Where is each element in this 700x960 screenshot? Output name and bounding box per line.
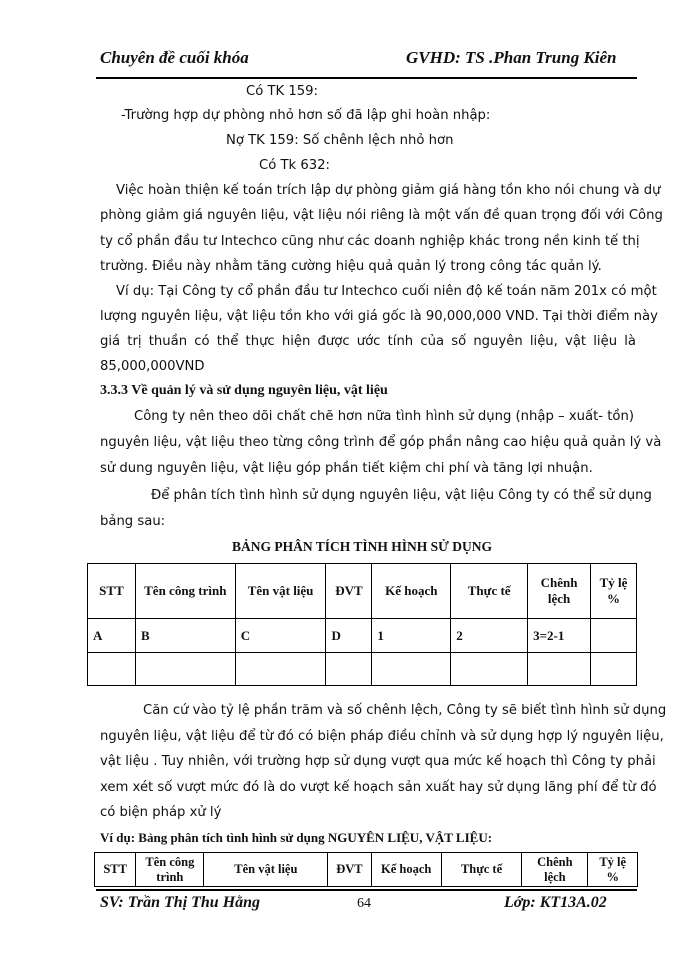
para2-line-1: Ví dụ: Tại Công ty cổ phần đầu tư Intechco cuối niên độ kế toán năm 201x có một xyxy=(116,284,657,299)
table2-header-material: Tên vật liệu xyxy=(204,853,328,887)
credit-line-159: Có TK 159: xyxy=(246,84,318,99)
reversal-case-line: -Trường hợp dự phòng nhỏ hơn số đã lập ghi hoàn nhập: xyxy=(121,108,491,123)
table1-header-row xyxy=(88,564,637,619)
table1-cell: 2 xyxy=(451,619,528,653)
table1-empty-cell xyxy=(528,653,591,686)
table1-cell: B xyxy=(135,619,235,653)
para3-line-3: sử dung nguyên liệu, vật liệu góp phần tiết kiệm chi phí và tăng lợi nhuận. xyxy=(100,461,593,476)
table1-empty-cell xyxy=(235,653,326,686)
table2-header-row xyxy=(95,853,638,887)
para1-line-3: ty cổ phần đầu tư Intechco cũng như các doanh nghiệp khác trong nền kinh tế thị xyxy=(100,234,640,249)
table1-empty-cell xyxy=(591,653,637,686)
table-row xyxy=(88,619,637,653)
table2-header-stt: STT xyxy=(95,853,136,887)
example-title: Ví dụ: Bảng phân tích tình hình sử dụng NGUYÊN LIỆU, VẬT LIỆU: xyxy=(100,830,493,845)
para3-line-2: nguyên liệu, vật liệu theo từng công trình để góp phần nâng cao hiệu quả quản lý và xyxy=(100,435,662,450)
para5-line-2: nguyên liệu, vật liệu để từ đó có biện pháp điều chỉnh và sử dụng hợp lý nguyên liệu, xyxy=(100,729,664,744)
para4-line-2: bảng sau: xyxy=(100,514,166,529)
table1-empty-cell xyxy=(326,653,372,686)
table1-cell: 1 xyxy=(372,619,451,653)
table1-header-ratio: Tỷ lệ % xyxy=(591,564,637,619)
para2-line-3: giá trị thuần có thể thực hiện được ước tính của số nguyên liệu, vật liệu là xyxy=(100,334,636,349)
para5-line-1: Căn cứ vào tỷ lệ phần trăm và số chênh lệch, Công ty sẽ biết tình hình sử dụng xyxy=(143,703,667,718)
table1-empty-cell xyxy=(135,653,235,686)
para1-line-1: Việc hoàn thiện kế toán trích lập dự phòng giảm giá hàng tồn kho nói chung và dự xyxy=(116,183,661,198)
debit-line-159: Nợ TK 159: Số chênh lệch nhỏ hơn xyxy=(226,133,454,148)
table1-empty-cell xyxy=(372,653,451,686)
para5-line-3: vật liệu . Tuy nhiên, với trường hợp sử dụng vượt qua mức kế hoạch thì Công ty phải xyxy=(100,754,656,769)
table1-cell: 3=2-1 xyxy=(528,619,591,653)
para3-line-1: Công ty nên theo dõi chất chẽ hơn nữa tình hình sử dụng (nhập – xuất- tồn) xyxy=(134,409,634,424)
table1-header-stt: STT xyxy=(88,564,136,619)
table2-header-difference: Chênh lệch xyxy=(522,853,588,887)
para4-line-1: Để phân tích tình hình sử dụng nguyên liệu, vật liệu Công ty có thể sử dụng xyxy=(151,488,652,503)
table1-cell: A xyxy=(88,619,136,653)
table1-cell: D xyxy=(326,619,372,653)
footer-class: Lớp: KT13A.02 xyxy=(504,894,607,911)
footer-rule xyxy=(96,889,637,891)
table1-header-plan: Kế hoạch xyxy=(372,564,451,619)
table1-empty-cell xyxy=(88,653,136,686)
table1-header-material: Tên vật liệu xyxy=(235,564,326,619)
table1-header-actual: Thực tế xyxy=(451,564,528,619)
table2-header-project: Tên công trình xyxy=(136,853,204,887)
para1-line-4: trường. Điều này nhằm tăng cường hiệu quả quản lý trong công tác quản lý. xyxy=(100,259,602,274)
page-number: 64 xyxy=(357,896,371,911)
para5-line-4: xem xét số vượt mức đó là do vượt kế hoạch sản xuất hay sử dụng lãng phí để từ đó xyxy=(100,780,657,795)
example-analysis-table xyxy=(94,852,638,887)
table1-cell: C xyxy=(235,619,326,653)
para2-line-2: lượng nguyên liệu, vật liệu tồn kho với giá gốc là 90,000,000 VND. Tại thời điểm này xyxy=(100,309,658,324)
usage-analysis-table xyxy=(87,563,637,686)
table1-cell xyxy=(591,619,637,653)
table1-title: BẢNG PHÂN TÍCH TÌNH HÌNH SỬ DỤNG xyxy=(232,539,493,554)
table1-header-project: Tên công trình xyxy=(135,564,235,619)
footer-student: SV: Trần Thị Thu Hằng xyxy=(100,894,261,911)
credit-line-632: Có Tk 632: xyxy=(259,158,330,173)
para2-line-4: 85,000,000VND xyxy=(100,359,205,374)
table2-header-unit: ĐVT xyxy=(328,853,371,887)
table-row xyxy=(88,653,637,686)
header-left: Chuyên đề cuối khóa xyxy=(100,48,249,67)
table1-empty-cell xyxy=(451,653,528,686)
table1-header-unit: ĐVT xyxy=(326,564,372,619)
section-heading: 3.3.3 Về quản lý và sử dụng nguyên liệu, vật liệu xyxy=(100,383,388,398)
para5-line-5: có biện pháp xử lý xyxy=(100,805,222,820)
table2-header-plan: Kế hoạch xyxy=(371,853,441,887)
header-rule xyxy=(96,77,637,79)
para1-line-2: phòng giảm giá nguyên liệu, vật liệu nói riêng là một vấn đề quan trọng đối với Công xyxy=(100,208,663,223)
table2-header-ratio: Tỷ lệ % xyxy=(588,853,638,887)
table2-header-actual: Thực tế xyxy=(441,853,522,887)
header-right: GVHD: TS .Phan Trung Kiên xyxy=(406,48,617,67)
table1-header-difference: Chênh lệch xyxy=(528,564,591,619)
